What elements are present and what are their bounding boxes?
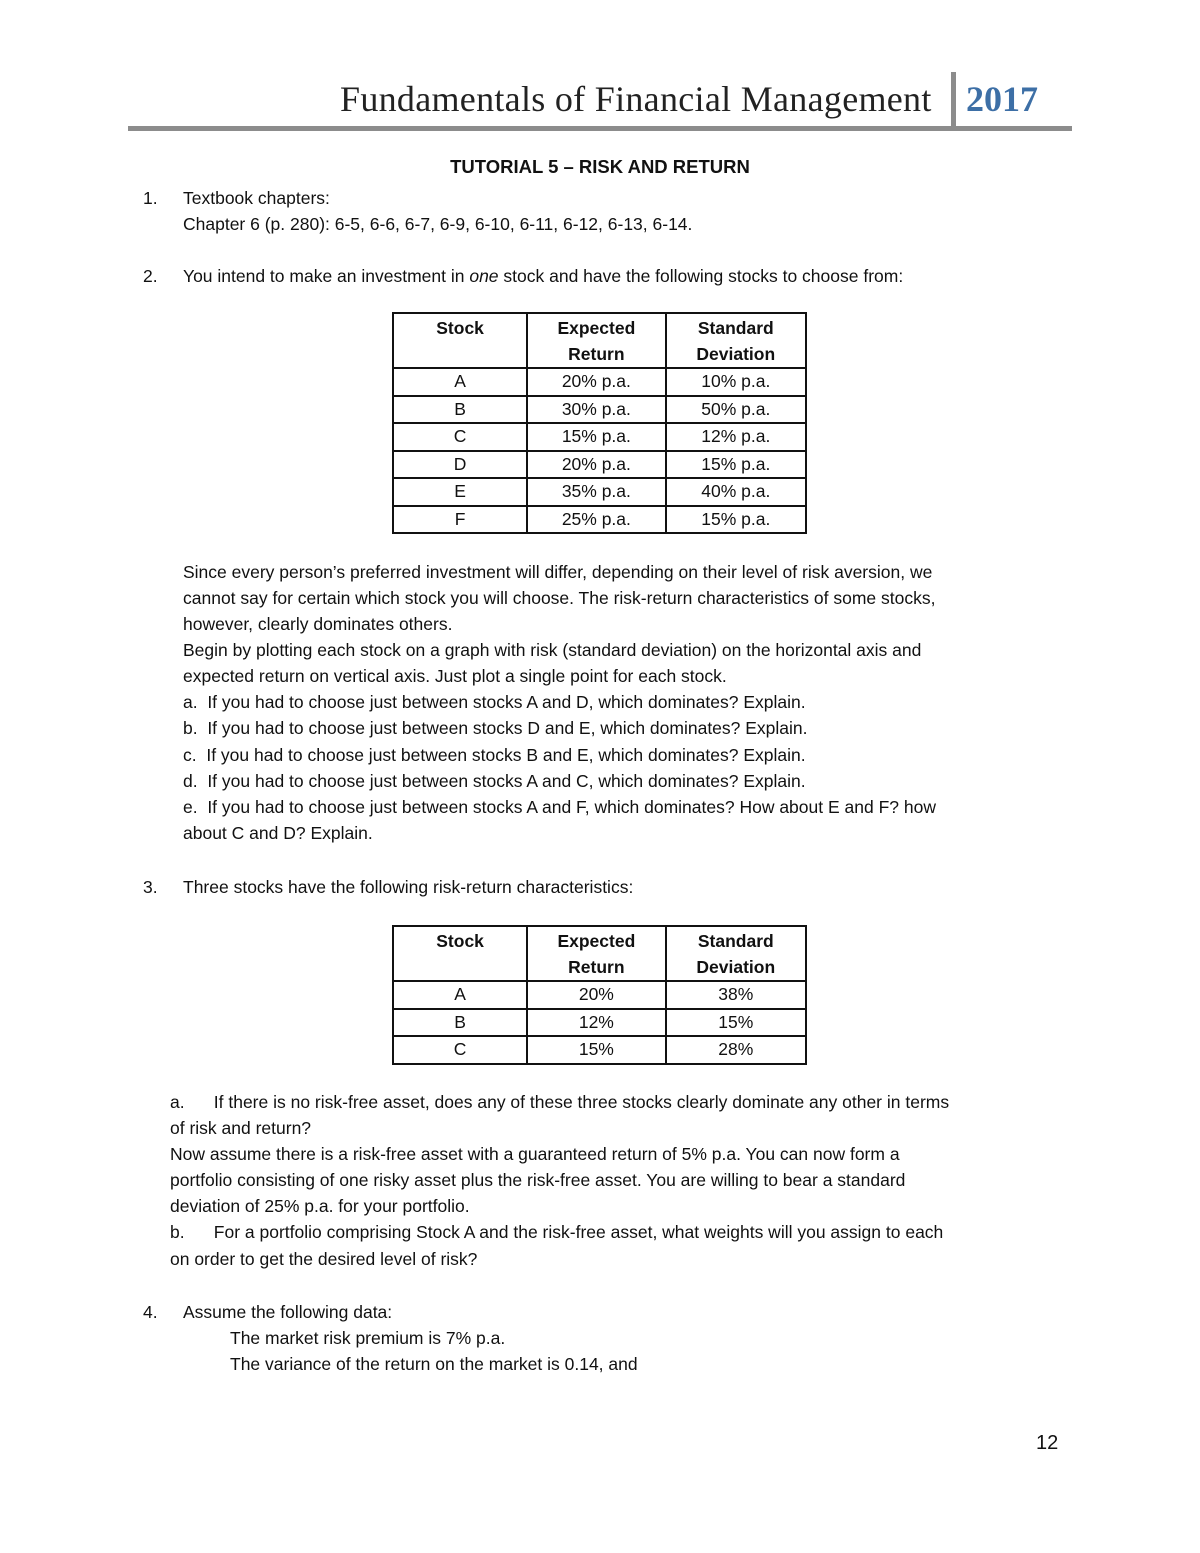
table-row: B 30% p.a. 50% p.a.	[393, 396, 806, 424]
q4-intro: Assume the following data:	[183, 1302, 393, 1322]
header-expected-return: Expected Return	[527, 313, 665, 368]
header-title: Fundamentals of Financial Management	[340, 79, 932, 119]
table-row: D 20% p.a. 15% p.a.	[393, 451, 806, 479]
q2-subquestion-a: a. If you had to choose just between stocks A and D, which dominates? Explain.	[183, 692, 806, 712]
q3-stock-table	[392, 925, 807, 1065]
header-standard-deviation: Standard Deviation	[666, 313, 806, 368]
header-standard-deviation: Standard Deviation	[666, 926, 806, 981]
q3-para-line: on order to get the desired level of risk?	[170, 1249, 478, 1269]
q3-intro: Three stocks have the following risk-return characteristics:	[183, 877, 634, 897]
table-header-row	[393, 926, 806, 981]
q2-para-line: however, clearly dominates others.	[183, 614, 453, 634]
q2-para-line: Since every person’s preferred investment will differ, depending on their level of risk aversion, we	[183, 562, 933, 582]
q3-para-line: portfolio consisting of one risky asset plus the risk-free asset. You are willing to bear a standard	[170, 1170, 906, 1190]
header-expected-return: Expected Return	[527, 926, 665, 981]
q2-para-line: expected return on vertical axis. Just plot a single point for each stock.	[183, 666, 727, 686]
q1-line2: Chapter 6 (p. 280): 6-5, 6-6, 6-7, 6-9, 6-10, 6-11, 6-12, 6-13, 6-14.	[183, 214, 693, 234]
q2-subquestion-d: d. If you had to choose just between stocks A and C, which dominates? Explain.	[183, 771, 806, 791]
q2-number: 2.	[143, 266, 158, 286]
page-number: 12	[1036, 1432, 1059, 1454]
q2-subquestion-b: b. If you had to choose just between stocks D and E, which dominates? Explain.	[183, 718, 808, 738]
q4-line: The variance of the return on the market is 0.14, and	[230, 1354, 638, 1374]
q3-para-line: of risk and return?	[170, 1118, 312, 1138]
q2-subquestion-c: c. If you had to choose just between stocks B and E, which dominates? Explain.	[183, 745, 806, 765]
header-stock: Stock	[393, 926, 527, 981]
q2-subquestion-e-cont: about C and D? Explain.	[183, 823, 373, 843]
table-row: C 15% 28%	[393, 1036, 806, 1064]
table-row: A 20% p.a. 10% p.a.	[393, 368, 806, 396]
q2-intro	[183, 263, 903, 289]
q2-para-line: cannot say for certain which stock you will choose. The risk-return characteristics of some stocks,	[183, 588, 936, 608]
q3-para-line: Now assume there is a risk-free asset with a guaranteed return of 5% p.a. You can now form a	[170, 1144, 900, 1164]
table-row: E 35% p.a. 40% p.a.	[393, 478, 806, 506]
q1-number: 1.	[143, 188, 158, 208]
q3-subquestion-b: b. For a portfolio comprising Stock A and the risk-free asset, what weights will you assign to each	[170, 1222, 944, 1242]
q2-stock-table	[392, 312, 807, 534]
header-divider	[951, 72, 956, 130]
table-row: A 20% 38%	[393, 981, 806, 1009]
q2-para-line: Begin by plotting each stock on a graph with risk (standard deviation) on the horizontal axis and	[183, 640, 922, 660]
table-row: F 25% p.a. 15% p.a.	[393, 506, 806, 534]
q3-para-line: deviation of 25% p.a. for your portfolio.	[170, 1196, 470, 1216]
q3-number: 3.	[143, 877, 158, 897]
q2-subquestion-e: e. If you had to choose just between stocks A and F, which dominates? How about E and F? how	[183, 797, 936, 817]
q4-line: The market risk premium is 7% p.a.	[230, 1328, 506, 1348]
header-year: 2017	[966, 79, 1038, 119]
table-row: C 15% p.a. 12% p.a.	[393, 423, 806, 451]
header-stock: Stock	[393, 313, 527, 368]
q1-line1: Textbook chapters:	[183, 188, 330, 208]
header-rule	[128, 126, 1072, 131]
q3-subquestion-a: a. If there is no risk-free asset, does any of these three stocks clearly dominate any other in terms	[170, 1092, 950, 1112]
q2-intro-pre: You intend to make an investment in	[183, 266, 470, 286]
table-row: B 12% 15%	[393, 1009, 806, 1037]
q2-intro-post: stock and have the following stocks to choose from:	[498, 266, 904, 286]
table-header-row	[393, 313, 806, 368]
q2-intro-emphasis: one	[469, 266, 499, 286]
tutorial-title: TUTORIAL 5 – RISK AND RETURN	[450, 156, 750, 177]
q4-number: 4.	[143, 1302, 158, 1322]
